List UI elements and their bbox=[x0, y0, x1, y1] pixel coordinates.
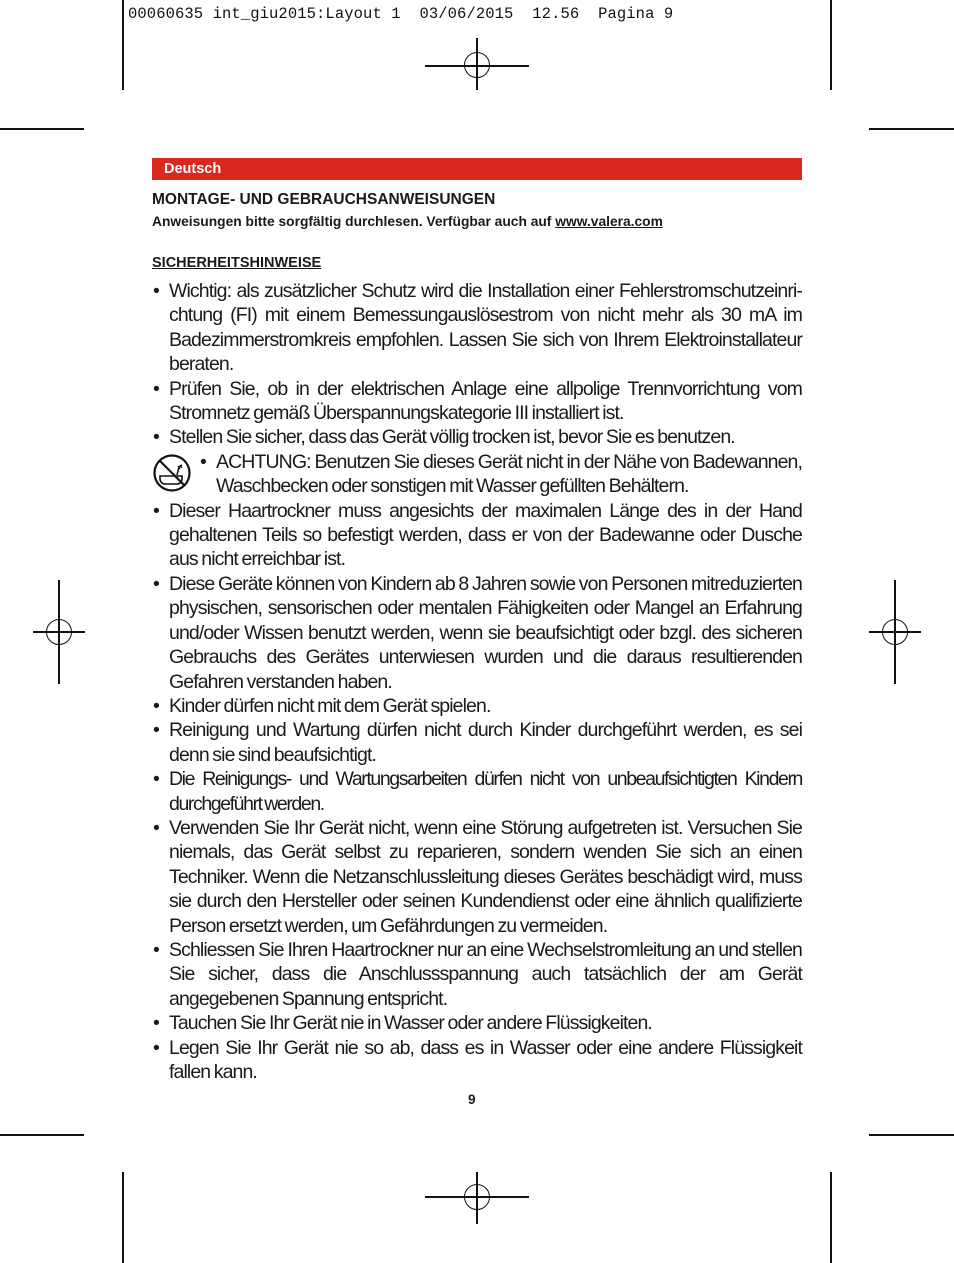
language-label: Deutsch bbox=[164, 161, 222, 177]
no-use-near-bathtub-icon bbox=[152, 453, 192, 493]
list-item: • Wichtig: als zusätzlicher Schutz wird die Installation einer Fehlerstromschutzeinri-chtung (FI) mit einem Bemessungauslösestrom von nicht mehr als 30 mA im Badezimmerstromkreis empfohlen. Lassen Sie sich von Ihrem Elektroinstallateur beraten. bbox=[153, 280, 802, 376]
list-item: • Stellen Sie sicher, dass das Gerät völlig trocken ist, bevor Sie es benutzen. bbox=[153, 426, 735, 449]
list-item: • Reinigung und Wartung dürfen nicht durch Kinder durchgeführt werden, es sei denn sie sind beaufsichtigt. bbox=[153, 719, 802, 766]
list-item: • Kinder dürfen nicht mit dem Gerät spielen. bbox=[153, 694, 491, 717]
print-slug: 00060635 int_giu2015:Layout 1 03/06/2015 12.56 Pagina 9 bbox=[128, 5, 674, 23]
list-item: • Tauchen Sie Ihr Gerät nie in Wasser oder andere Flüssigkeiten. bbox=[153, 1012, 652, 1035]
document-subtitle bbox=[152, 214, 663, 229]
list-item: • Schliessen Sie Ihren Haartrockner nur an eine Wechselstromleitung an und stellen Sie sicher, dass die Anschlussspannung auch tatsächlich der am Gerät angegebenen Spannung entspricht. bbox=[153, 938, 802, 1010]
safety-list bbox=[152, 279, 802, 1084]
list-item-warning: • ACHTUNG: Benutzen Sie dieses Gerät nicht in der Nähe von Badewannen, Waschbecken oder sonstigen mit Wasser gefüllten Behältern. bbox=[152, 450, 802, 499]
website-link[interactable]: www.valera.com bbox=[555, 214, 663, 229]
list-item: • Verwenden Sie Ihr Gerät nicht, wenn eine Störung aufgetreten ist. Versuchen Sie niemals, das Gerät selbst zu reparieren, sondern wenden Sie sich an einen Techniker. Wenn die Netzanschlussleitung dieses Gerätes beschädigt wird, muss sie durch den Hersteller oder seinen Kundendienst oder eine ähnlich qualifizierte Person ersetzt werden, um Gefährdungen zu vermeiden. bbox=[153, 816, 802, 937]
subtitle-text: Anweisungen bitte sorgfältig durchlesen. Verfügbar auch auf bbox=[152, 214, 556, 229]
list-item: • Legen Sie Ihr Gerät nie so ab, dass es in Wasser oder eine andere Flüssigkeit fallen kann. bbox=[153, 1036, 802, 1083]
list-item: • Diese Geräte können von Kindern ab 8 Jahren sowie von Personen mitreduzierten physischen, sensorischen oder mentalen Fähigkeiten oder Mangel an Erfahrung und/oder Wissen benutzt werden, wenn sie beaufsichtigt oder bzgl. des sicheren Gebrauchs des Gerätes unterwiesen wurden und die daraus resultierenden Gefahren verstanden haben. bbox=[153, 572, 802, 693]
list-item: • Die Reinigungs- und Wartungsarbeiten dürfen nicht von unbeaufsichtigten Kindern durchgeführt werden. bbox=[153, 768, 802, 815]
section-title: SICHERHEITSHINWEISE bbox=[152, 255, 322, 271]
list-item: • Dieser Haartrockner muss angesichts der maximalen Länge des in der Hand gehaltenen Teils so befestigt werden, dass er von der Badewanne oder Dusche aus nicht erreichbar ist. bbox=[153, 499, 802, 571]
list-item: • Prüfen Sie, ob in der elektrischen Anlage eine allpolige Trennvorrichtung vom Stromnetz gemäß Überspannungskategorie III installiert ist. bbox=[153, 377, 802, 425]
language-bar bbox=[152, 158, 802, 180]
document-title: MONTAGE- UND GEBRAUCHSANWEISUNGEN bbox=[152, 191, 496, 208]
page-number: 9 bbox=[468, 1092, 476, 1107]
